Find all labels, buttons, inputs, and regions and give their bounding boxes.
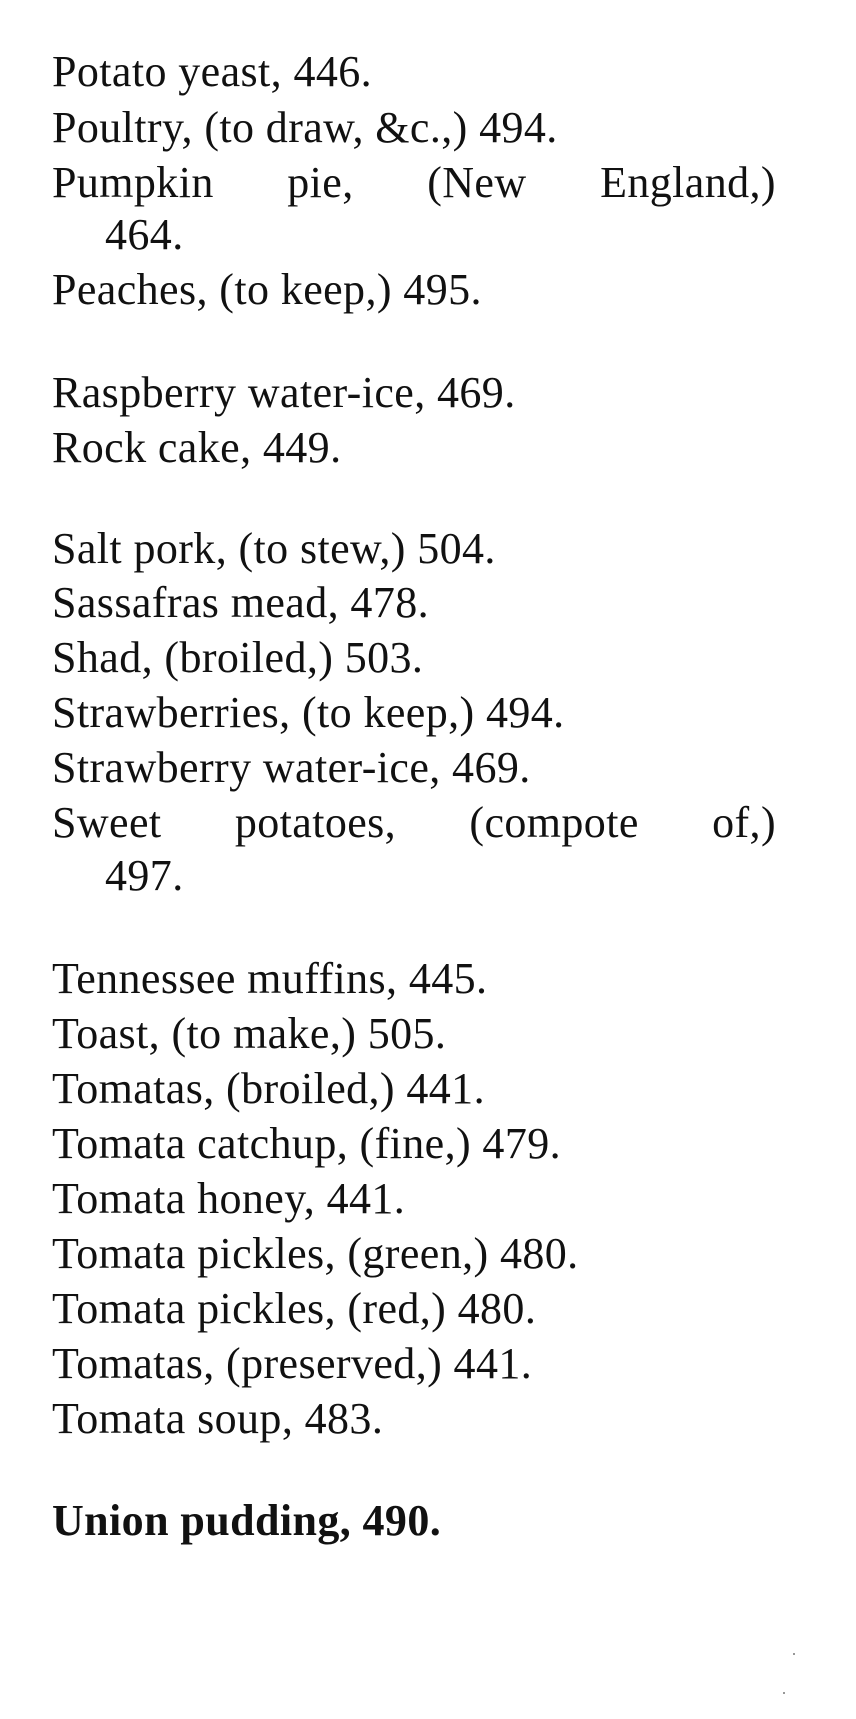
print-speck — [783, 1692, 785, 1694]
index-entry-salt-pork: Salt pork, (to stew,) 504. — [52, 524, 496, 573]
index-entry-raspberry-water-ice: Raspberry water-ice, 469. — [52, 368, 516, 417]
index-entry-tomata-catchup: Tomata catchup, (fine,) 479. — [52, 1119, 562, 1168]
index-entry-poultry: Poultry, (to draw, &c.,) 494. — [52, 103, 558, 152]
index-entry-sassafras-mead: Sassafras mead, 478. — [52, 578, 430, 627]
index-entry-tomata-honey: Tomata honey, 441. — [52, 1174, 406, 1223]
index-entry-peaches: Peaches, (to keep,) 495. — [52, 265, 482, 314]
index-entry-shad: Shad, (broiled,) 503. — [52, 633, 424, 682]
index-entry-strawberries: Strawberries, (to keep,) 494. — [52, 688, 565, 737]
index-entry-rock-cake: Rock cake, 449. — [52, 423, 342, 472]
index-entry-tomatas-broiled: Tomatas, (broiled,) 441. — [52, 1064, 485, 1113]
index-entry-sweet-potatoes-page: 497. — [105, 851, 184, 900]
index-entry-tomata-soup: Tomata soup, 483. — [52, 1394, 384, 1443]
index-entry-tomata-pickles-red: Tomata pickles, (red,) 480. — [52, 1284, 537, 1333]
index-entry-tomatas-preserved: Tomatas, (preserved,) 441. — [52, 1339, 533, 1388]
index-entry-union-pudding: Union pudding, 490. — [52, 1496, 442, 1545]
index-entry-potato-yeast: Potato yeast, 446. — [52, 47, 373, 96]
index-entry-pumpkin-pie: Pumpkin pie, (New England,) — [52, 158, 776, 207]
index-entry-sweet-potatoes: Sweet potatoes, (compote of,) — [52, 798, 776, 847]
print-speck — [793, 1653, 795, 1655]
index-entry-toast: Toast, (to make,) 505. — [52, 1009, 447, 1058]
index-entry-tomata-pickles-green: Tomata pickles, (green,) 480. — [52, 1229, 579, 1278]
index-entry-pumpkin-pie-page: 464. — [105, 210, 184, 259]
index-entry-strawberry-water-ice: Strawberry water-ice, 469. — [52, 743, 531, 792]
index-entry-tennessee-muffins: Tennessee muffins, 445. — [52, 954, 488, 1003]
